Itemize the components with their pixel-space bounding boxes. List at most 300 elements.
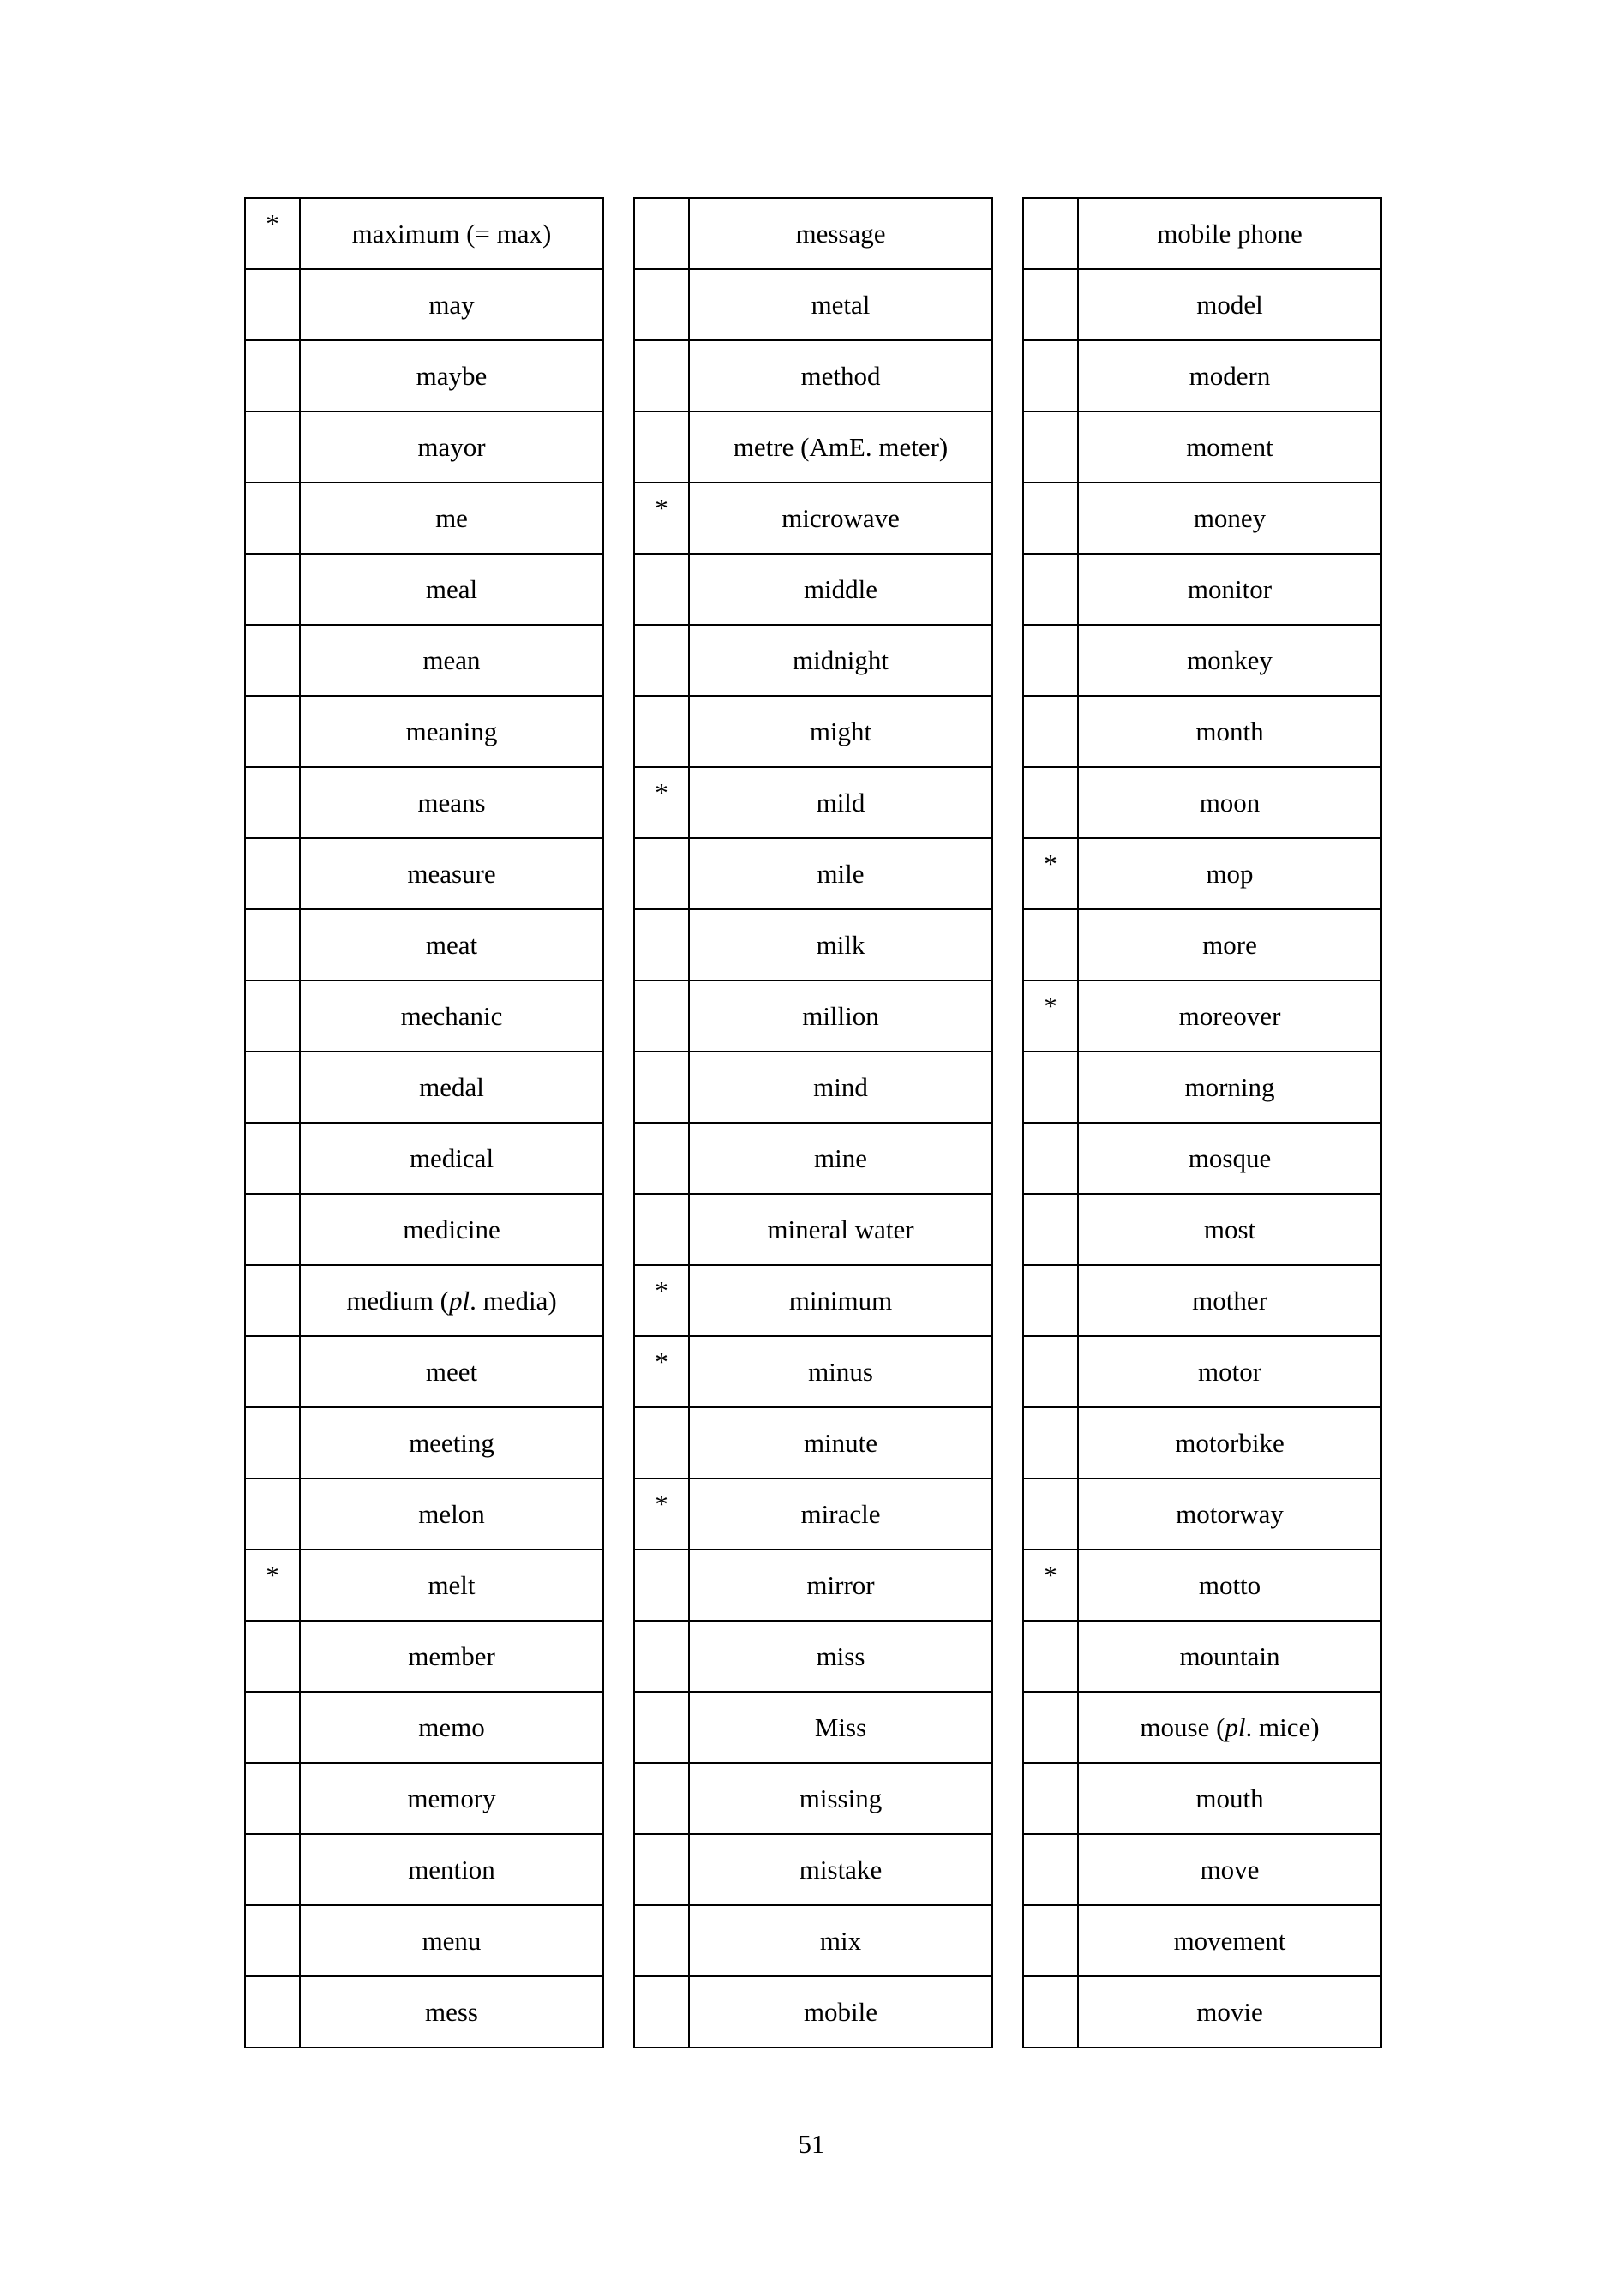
table-row <box>245 1336 603 1407</box>
word-cell <box>300 1336 603 1407</box>
table-row <box>1023 1692 1381 1763</box>
table-row <box>634 1052 992 1123</box>
word-cell <box>689 198 992 269</box>
word-text: motorway <box>1176 1499 1284 1529</box>
word-text: maybe <box>416 361 488 391</box>
word-cell <box>689 1265 992 1336</box>
word-text: method <box>800 361 881 391</box>
asterisk-mark-cell <box>634 554 689 625</box>
word-text: meat <box>425 930 478 960</box>
word-text: motorbike <box>1175 1428 1285 1458</box>
word-text: melon <box>418 1499 485 1529</box>
table-row <box>634 1336 992 1407</box>
asterisk-mark-cell <box>1023 1905 1078 1976</box>
word-text: me <box>435 503 468 533</box>
asterisk-mark-cell <box>634 1976 689 2047</box>
word-cell <box>1078 1692 1381 1763</box>
table-row <box>634 1550 992 1621</box>
asterisk-mark-cell <box>1023 980 1078 1052</box>
table-row <box>1023 1834 1381 1905</box>
asterisk-mark-cell <box>1023 1550 1078 1621</box>
word-cell <box>689 1905 992 1976</box>
word-abbreviation: pl <box>448 1286 470 1316</box>
word-text: move <box>1200 1855 1260 1885</box>
asterisk-mark-cell <box>245 1336 300 1407</box>
word-text: moreover <box>1178 1001 1281 1031</box>
word-cell <box>1078 1621 1381 1692</box>
asterisk-mark-cell <box>1023 1265 1078 1336</box>
word-text: month <box>1195 716 1264 746</box>
table-row <box>245 198 603 269</box>
word-text: monkey <box>1187 645 1273 675</box>
asterisk-mark: * <box>655 1489 668 1519</box>
asterisk-mark: * <box>655 1346 668 1376</box>
word-cell <box>689 1763 992 1834</box>
table-row <box>1023 483 1381 554</box>
asterisk-mark-cell <box>634 411 689 483</box>
asterisk-mark-cell <box>245 1621 300 1692</box>
word-cell <box>300 1194 603 1265</box>
word-cell <box>1078 767 1381 838</box>
word-cell <box>689 696 992 767</box>
word-cell <box>1078 411 1381 483</box>
word-text: Miss <box>814 1712 867 1742</box>
table-row <box>245 1194 603 1265</box>
asterisk-mark-cell <box>245 1052 300 1123</box>
word-text: mayor <box>417 432 486 462</box>
table-row <box>245 483 603 554</box>
table-row <box>634 1123 992 1194</box>
word-text: mosque <box>1188 1143 1272 1173</box>
table-row <box>1023 980 1381 1052</box>
word-text: missing <box>799 1783 883 1813</box>
word-cell <box>689 483 992 554</box>
word-cell <box>300 767 603 838</box>
word-cell <box>689 1976 992 2047</box>
asterisk-mark-cell <box>245 554 300 625</box>
asterisk-mark-cell <box>1023 1763 1078 1834</box>
word-text: metre (AmE. meter) <box>733 432 949 462</box>
word-cell <box>1078 1478 1381 1550</box>
table-row <box>634 411 992 483</box>
word-cell <box>1078 625 1381 696</box>
table-row <box>1023 340 1381 411</box>
word-text: might <box>809 716 872 746</box>
asterisk-mark-cell <box>1023 1692 1078 1763</box>
word-cell <box>300 198 603 269</box>
table-row <box>1023 554 1381 625</box>
word-cell <box>300 340 603 411</box>
word-cell <box>689 1834 992 1905</box>
table-row <box>634 1265 992 1336</box>
table-row <box>1023 838 1381 909</box>
asterisk-mark-cell <box>634 1265 689 1336</box>
word-text: model <box>1196 290 1263 320</box>
word-cell <box>300 411 603 483</box>
word-text: motto <box>1198 1570 1261 1600</box>
table-row <box>634 1478 992 1550</box>
asterisk-mark-cell <box>245 1123 300 1194</box>
word-cell <box>689 625 992 696</box>
word-cell <box>1078 1336 1381 1407</box>
word-text: mechanic <box>400 1001 503 1031</box>
word-text: medal <box>419 1072 484 1102</box>
word-cell <box>1078 1407 1381 1478</box>
table-row <box>245 269 603 340</box>
table-row <box>1023 909 1381 980</box>
asterisk-mark-cell <box>1023 1194 1078 1265</box>
word-cell <box>300 1265 603 1336</box>
word-text: medical <box>409 1143 494 1173</box>
word-text: motor <box>1197 1357 1262 1387</box>
word-text: morning <box>1184 1072 1275 1102</box>
table-row <box>634 1194 992 1265</box>
table-row <box>1023 625 1381 696</box>
table-row <box>634 483 992 554</box>
asterisk-mark-cell <box>245 198 300 269</box>
word-cell <box>300 1905 603 1976</box>
asterisk-mark-cell <box>245 1265 300 1336</box>
word-text: middle <box>803 574 878 604</box>
word-text: member <box>408 1641 495 1671</box>
word-cell <box>300 1550 603 1621</box>
word-text: money <box>1193 503 1267 533</box>
word-cell <box>1078 838 1381 909</box>
word-text: most <box>1203 1214 1256 1244</box>
asterisk-mark-cell <box>634 1052 689 1123</box>
table-row <box>1023 767 1381 838</box>
table-row <box>1023 1763 1381 1834</box>
word-cell <box>1078 696 1381 767</box>
asterisk-mark-cell <box>1023 1621 1078 1692</box>
word-text: maximum (= max) <box>351 219 552 249</box>
word-cell <box>1078 269 1381 340</box>
table-row <box>1023 1265 1381 1336</box>
asterisk-mark-cell <box>1023 269 1078 340</box>
table-row <box>1023 1621 1381 1692</box>
word-cell <box>1078 1123 1381 1194</box>
word-cell <box>1078 1550 1381 1621</box>
word-abbreviation: pl <box>1225 1712 1246 1742</box>
asterisk-mark-cell <box>634 1905 689 1976</box>
word-text: mop <box>1206 859 1254 889</box>
word-text: mouse ( <box>1140 1712 1225 1742</box>
word-text: may <box>428 290 475 320</box>
word-cell <box>300 1976 603 2047</box>
word-text: mile <box>817 859 865 889</box>
asterisk-mark-cell <box>634 1692 689 1763</box>
word-text: milk <box>816 930 865 960</box>
table-row <box>634 554 992 625</box>
word-cell <box>689 554 992 625</box>
asterisk-mark-cell <box>634 980 689 1052</box>
page-number: 51 <box>798 2129 825 2159</box>
word-text: mineral water <box>767 1214 914 1244</box>
word-cell <box>300 1834 603 1905</box>
asterisk-mark-cell <box>1023 625 1078 696</box>
word-text: microwave <box>782 503 900 533</box>
word-text: movement <box>1173 1926 1286 1956</box>
word-cell <box>689 411 992 483</box>
asterisk-mark: * <box>266 208 279 238</box>
table-row <box>1023 1336 1381 1407</box>
asterisk-mark: * <box>1044 848 1057 878</box>
table-row <box>245 767 603 838</box>
table-row <box>245 838 603 909</box>
asterisk-mark-cell <box>245 269 300 340</box>
word-cell <box>300 1692 603 1763</box>
word-cell <box>300 838 603 909</box>
asterisk-mark-cell <box>634 1336 689 1407</box>
table-row <box>634 838 992 909</box>
table-row <box>1023 1478 1381 1550</box>
word-table-middle <box>633 197 993 2048</box>
word-cell <box>1078 1052 1381 1123</box>
word-text: meet <box>425 1357 478 1387</box>
word-text: . media) <box>470 1286 557 1316</box>
asterisk-mark-cell <box>245 1550 300 1621</box>
asterisk-mark: * <box>266 1560 279 1590</box>
asterisk-mark-cell <box>634 625 689 696</box>
table-row <box>245 1905 603 1976</box>
word-cell <box>689 1194 992 1265</box>
word-text: mix <box>819 1926 862 1956</box>
word-text: minute <box>803 1428 878 1458</box>
word-text: mistake <box>799 1855 883 1885</box>
word-text: mine <box>814 1143 867 1173</box>
word-cell <box>1078 1905 1381 1976</box>
word-cell <box>300 1763 603 1834</box>
table-row <box>634 1763 992 1834</box>
table-row <box>245 1407 603 1478</box>
word-cell <box>1078 1265 1381 1336</box>
word-text: means <box>417 788 486 818</box>
asterisk-mark-cell <box>634 198 689 269</box>
word-cell <box>300 909 603 980</box>
table-row <box>245 696 603 767</box>
asterisk-mark: * <box>655 777 668 807</box>
table-row <box>634 1976 992 2047</box>
word-cell <box>689 1550 992 1621</box>
table-row <box>634 1407 992 1478</box>
word-cell <box>1078 980 1381 1052</box>
word-cell <box>689 1692 992 1763</box>
table-row <box>1023 1976 1381 2047</box>
asterisk-mark: * <box>1044 991 1057 1021</box>
asterisk-mark-cell <box>1023 696 1078 767</box>
word-cell <box>1078 198 1381 269</box>
asterisk-mark-cell <box>634 1478 689 1550</box>
table-row <box>245 1763 603 1834</box>
table-row <box>1023 1194 1381 1265</box>
asterisk-mark-cell <box>1023 483 1078 554</box>
table-row <box>1023 1905 1381 1976</box>
table-row <box>634 1692 992 1763</box>
word-cell <box>300 696 603 767</box>
asterisk-mark-cell <box>1023 767 1078 838</box>
word-cell <box>1078 1834 1381 1905</box>
asterisk-mark-cell <box>245 1905 300 1976</box>
word-text: midnight <box>793 645 889 675</box>
word-text: memo <box>418 1712 485 1742</box>
asterisk-mark-cell <box>1023 554 1078 625</box>
word-cell <box>689 340 992 411</box>
asterisk-mark-cell <box>634 269 689 340</box>
table-row <box>634 1834 992 1905</box>
word-cell <box>689 1123 992 1194</box>
asterisk-mark-cell <box>245 1478 300 1550</box>
asterisk-mark-cell <box>245 1407 300 1478</box>
word-text: menu <box>422 1926 482 1956</box>
word-cell <box>300 1478 603 1550</box>
word-text: mobile <box>803 1997 878 2027</box>
asterisk-mark-cell <box>634 838 689 909</box>
word-text: meaning <box>405 716 498 746</box>
word-cell <box>689 909 992 980</box>
word-text: minimum <box>788 1286 893 1316</box>
table-row <box>634 198 992 269</box>
word-cell <box>689 1052 992 1123</box>
word-cell <box>1078 483 1381 554</box>
word-text: moon <box>1199 788 1261 818</box>
word-cell <box>689 269 992 340</box>
word-cell <box>689 1478 992 1550</box>
table-row <box>245 1052 603 1123</box>
table-row <box>245 625 603 696</box>
word-cell <box>1078 340 1381 411</box>
asterisk-mark-cell <box>1023 1976 1078 2047</box>
asterisk-mark: * <box>655 1275 668 1305</box>
asterisk-mark-cell <box>245 767 300 838</box>
asterisk-mark-cell <box>245 909 300 980</box>
word-cell <box>1078 909 1381 980</box>
word-text: moment <box>1186 432 1273 462</box>
word-text: miracle <box>800 1499 881 1529</box>
word-cell <box>300 1621 603 1692</box>
word-text: million <box>802 1001 879 1031</box>
table-row <box>1023 411 1381 483</box>
table-row <box>245 1265 603 1336</box>
asterisk-mark-cell <box>245 696 300 767</box>
asterisk-mark-cell <box>634 1194 689 1265</box>
asterisk-mark-cell <box>1023 1123 1078 1194</box>
asterisk-mark-cell <box>1023 1478 1078 1550</box>
table-row <box>245 411 603 483</box>
table-row <box>634 909 992 980</box>
table-row <box>634 625 992 696</box>
word-cell <box>300 1123 603 1194</box>
asterisk-mark-cell <box>634 909 689 980</box>
asterisk-mark-cell <box>245 411 300 483</box>
table-row <box>634 696 992 767</box>
asterisk-mark-cell <box>245 1763 300 1834</box>
table-row <box>1023 1123 1381 1194</box>
word-text: memory <box>407 1783 496 1813</box>
table-row <box>245 909 603 980</box>
table-row <box>1023 1052 1381 1123</box>
asterisk-mark-cell <box>1023 1052 1078 1123</box>
table-row <box>245 1550 603 1621</box>
word-cell <box>300 625 603 696</box>
word-text: mirror <box>806 1570 875 1600</box>
asterisk-mark-cell <box>245 1692 300 1763</box>
asterisk-mark-cell <box>634 1123 689 1194</box>
word-text: more <box>1202 930 1257 960</box>
word-table-right <box>1022 197 1382 2048</box>
word-text: mean <box>422 645 481 675</box>
asterisk-mark-cell <box>245 838 300 909</box>
asterisk-mark-cell <box>245 1834 300 1905</box>
table-row <box>634 340 992 411</box>
word-text: meal <box>425 574 478 604</box>
word-text: minus <box>808 1357 873 1387</box>
table-row <box>1023 1550 1381 1621</box>
asterisk-mark-cell <box>634 767 689 838</box>
word-text: melt <box>428 1570 476 1600</box>
word-text: movie <box>1196 1997 1263 2027</box>
asterisk-mark-cell <box>1023 198 1078 269</box>
word-text: modern <box>1189 361 1271 391</box>
table-row <box>245 1692 603 1763</box>
word-text: mobile phone <box>1157 219 1303 249</box>
asterisk-mark-cell <box>634 483 689 554</box>
asterisk-mark-cell <box>634 1763 689 1834</box>
asterisk-mark-cell <box>245 483 300 554</box>
word-table-left <box>244 197 604 2048</box>
word-cell <box>300 483 603 554</box>
word-text: miss <box>816 1641 865 1671</box>
asterisk-mark-cell <box>634 1621 689 1692</box>
word-cell <box>689 838 992 909</box>
word-cell <box>1078 1763 1381 1834</box>
table-row <box>245 554 603 625</box>
table-row <box>634 269 992 340</box>
asterisk-mark: * <box>1044 1560 1057 1590</box>
table-row <box>1023 269 1381 340</box>
asterisk-mark-cell <box>634 340 689 411</box>
table-row <box>245 340 603 411</box>
asterisk-mark-cell <box>245 1194 300 1265</box>
asterisk-mark-cell <box>245 980 300 1052</box>
asterisk-mark-cell <box>1023 340 1078 411</box>
word-text: mention <box>408 1855 495 1885</box>
word-text: medium ( <box>346 1286 449 1316</box>
word-cell <box>300 269 603 340</box>
asterisk-mark-cell <box>245 340 300 411</box>
word-cell <box>689 767 992 838</box>
word-text: mess <box>425 1997 478 2027</box>
asterisk-mark-cell <box>1023 411 1078 483</box>
table-row <box>1023 198 1381 269</box>
word-cell <box>1078 1976 1381 2047</box>
table-row <box>634 767 992 838</box>
word-text: measure <box>407 859 496 889</box>
asterisk-mark: * <box>655 493 668 523</box>
word-text: message <box>795 219 886 249</box>
word-text: medicine <box>403 1214 500 1244</box>
table-row <box>1023 696 1381 767</box>
word-cell <box>1078 554 1381 625</box>
word-cell <box>1078 1194 1381 1265</box>
word-cell <box>300 1407 603 1478</box>
asterisk-mark-cell <box>245 1976 300 2047</box>
asterisk-mark-cell <box>634 1550 689 1621</box>
table-row <box>245 1834 603 1905</box>
table-row <box>1023 1407 1381 1478</box>
asterisk-mark-cell <box>634 1834 689 1905</box>
word-text: metal <box>811 290 871 320</box>
asterisk-mark-cell <box>245 625 300 696</box>
